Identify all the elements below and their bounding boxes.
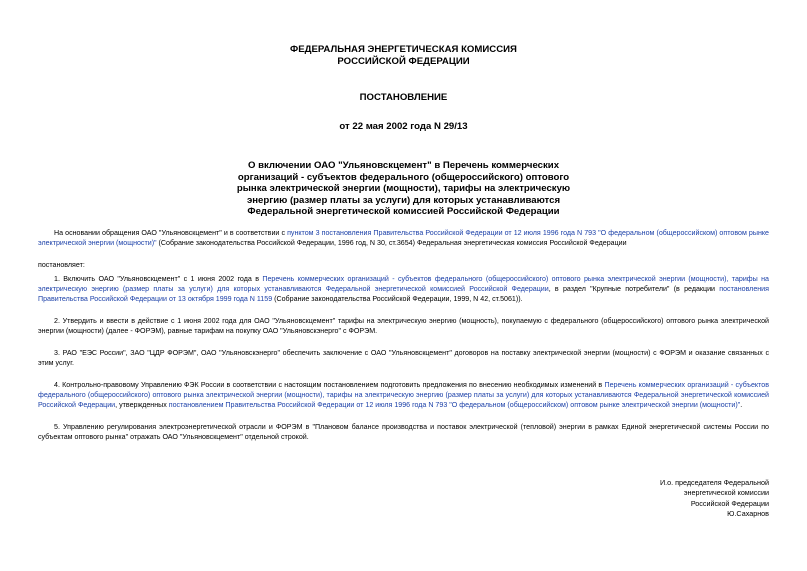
resolves-paragraph <box>38 260 769 270</box>
preamble-paragraph <box>38 228 769 248</box>
item-1-text-1: 1. Включить ОАО "Ульяновскцемент" с 1 июня 2002 года в <box>54 275 263 283</box>
decree-793-link[interactable]: постановлением Правительства Российской Федерации от 12 июля 1996 года N 793 "О федеральном (общероссийском) оптовом рынке электрической энергии (мощности)" <box>168 401 741 409</box>
agency-name-line-1: ФЕДЕРАЛЬНАЯ ЭНЕРГЕТИЧЕСКАЯ КОМИССИЯ <box>290 44 517 55</box>
item-2-text: 2. Утвердить и ввести в действие с 1 июня 2002 года для ОАО "Ульяновскцемент" тарифы на электрическую энергию (мощность), покупаемую с федерального (общероссийского) оптового рынка электрической энергии (мощности) (далее - ФОРЭМ), равные тарифам на покупку ОАО "Ульяновскэнерго" с ФОРЭМ. <box>38 317 769 335</box>
organizations-list-link[interactable]: Перечень коммерческих организаций - субъектов федерального (общероссийского) оптового рынка электрической энергии (мощности), тарифы на электрическую энергию (размер платы за услуги) для которых устанавливаются Федеральной энергетической комиссией Российской Федерации <box>38 275 769 293</box>
document-type-label: ПОСТАНОВЛЕНИЕ <box>359 92 448 103</box>
document-type <box>0 92 807 104</box>
item-3-paragraph <box>38 348 769 368</box>
signature-line-2: энергетической комиссии <box>683 488 769 498</box>
preamble-text-1: На основании обращения ОАО "Ульяновскцемент" и в соответствии с <box>54 229 288 237</box>
subject-line-5: Федеральной энергетической комиссией Российской Федерации <box>247 206 560 217</box>
item-1-text-3: (Собрание законодательства Российской Федерации, 1999, N 42, ст.5061)). <box>272 295 523 303</box>
subject-line-2: организаций - субъектов федерального (общероссийского) оптового <box>237 171 570 183</box>
decree-1159-link[interactable]: постановления Правительства Российской Федерации от 13 октября 1999 года N 1159 <box>38 285 769 303</box>
subject-line-1: О включении ОАО "Ульяновскцемент" в Перечень коммерческих <box>247 160 560 171</box>
subject-line-3: рынка электрической энергии (мощности), тарифы на электрическую <box>236 183 571 194</box>
item-1-paragraph <box>38 274 769 304</box>
signature-line-3: Российской Федерации <box>690 498 769 508</box>
document-subject <box>0 160 807 218</box>
signatory-name: Ю.Сахарнов <box>727 508 769 518</box>
item-5-paragraph <box>38 422 769 442</box>
organizations-list-link-2[interactable]: Перечень коммерческих организаций - субъектов федерального (общероссийского) оптового рынка электрической энергии (мощности), тарифы на электрическую энергию (размер платы за услуги) для которых устанавливаются Федеральной энергетической комиссией Российской Федерации <box>38 381 769 409</box>
document-body <box>38 228 769 454</box>
item-5-text: 5. Управлению регулирования электроэнергетической отрасли и ФОРЭМ в "Плановом балансе производства и поставок электрической (тепловой) энергии в рамках Единой энергетической системы России по субъектам оптового рынка" отражать ОАО "Ульяновскцемент" отдельной строкой. <box>38 423 769 441</box>
subject-line-4: энергию (размер платы за услуги) для которых устанавливаются <box>246 194 561 206</box>
agency-name-line-2: РОССИЙСКОЙ ФЕДЕРАЦИИ <box>337 56 470 67</box>
agency-name <box>0 44 807 68</box>
item-4-text-1: 4. Контрольно-правовому Управлению ФЭК России в соответствии с настоящим постановлением подготовить предложения по внесению необходимых изменений в <box>54 381 605 389</box>
item-1-text-2: , в раздел "Крупные потребители" (в редакции <box>548 285 720 293</box>
document-date-number: от 22 мая 2002 года N 29/13 <box>339 121 468 132</box>
signature-block <box>660 478 769 519</box>
resolves-text: постановляет: <box>38 261 85 269</box>
item-4-text-3: . <box>740 401 743 409</box>
item-2-paragraph <box>38 316 769 336</box>
preamble-text-2: (Собрание законодательства Российской Федерации, 1996 год, N 30, ст.3654) Федеральная энергетическая комиссия Российской Федерации <box>156 239 627 247</box>
item-4-paragraph <box>38 380 769 410</box>
signature-line-1: И.о. председателя Федеральной <box>659 478 769 487</box>
document-date <box>0 121 807 133</box>
decree-793-clause-link[interactable]: пунктом 3 постановления Правительства Российской Федерации от 12 июля 1996 года N 793 "О федеральном (общероссийском) оптовом рынке электрической энергии (мощности)" <box>38 229 769 247</box>
item-4-text-2: , утвержденных <box>115 401 169 409</box>
item-3-text: 3. РАО "ЕЭС России", ЗАО "ЦДР ФОРЭМ", ОАО "Ульяновскэнерго" обеспечить заключение с ОАО "Ульяновскцемент" договоров на поставку электрической энергии (мощности) с ФОРЭМ и оказание связанных с этим услуг. <box>38 349 769 367</box>
